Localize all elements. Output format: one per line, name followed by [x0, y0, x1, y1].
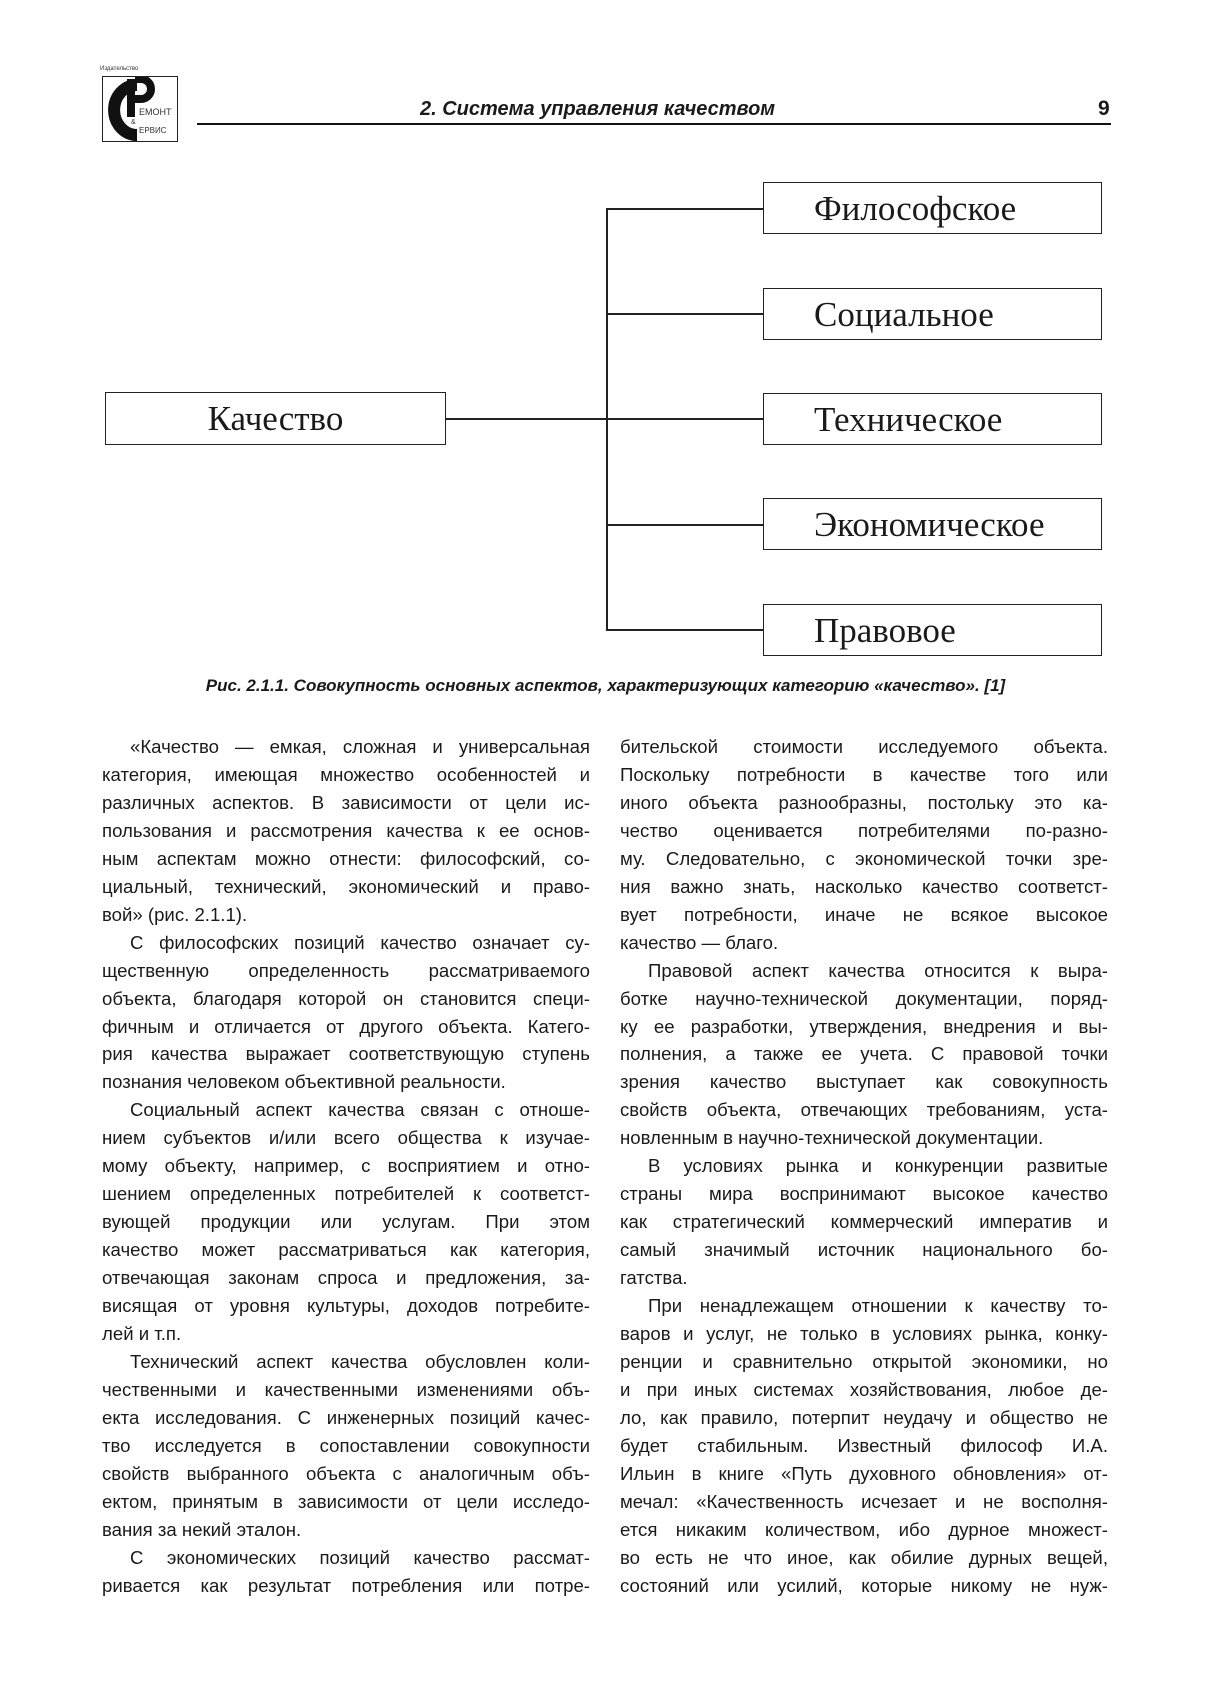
text-line: вующей продукции или услугам. При этом	[102, 1211, 590, 1233]
connector-branch	[606, 629, 763, 631]
connector-branch	[606, 313, 763, 315]
text-line: ектом, принятым в зависимости от цели исследо-	[102, 1490, 590, 1512]
text-line: щественную определенность рассматриваемого	[102, 959, 590, 981]
paragraph	[102, 1348, 590, 1544]
paragraph	[102, 733, 590, 929]
text-line: ренции и сравнительно открытой экономики, но	[620, 1350, 1108, 1372]
aspect-label: Философское	[814, 188, 1017, 228]
figure-caption: Рис. 2.1.1. Совокупность основных аспектов, характеризующих категорию «качество». [1]	[205, 676, 1006, 695]
text-line: ку ее разработки, утверждения, внедрения и вы-	[620, 1015, 1108, 1037]
text-line: гатства.	[620, 1267, 688, 1289]
text-line: С экономических позиций качество рассмат-	[130, 1546, 590, 1568]
text-line: чественными и качественными изменениями объ-	[102, 1378, 590, 1400]
text-line: екта исследования. С инженерных позиций качес-	[102, 1406, 590, 1428]
text-line: му. Следовательно, с экономической точки зре-	[620, 847, 1108, 869]
text-line: познания человеком объективной реальности.	[102, 1071, 506, 1093]
text-line: С философских позиций качество означает су-	[130, 931, 590, 953]
text-line: циальный, технический, экономический и право-	[102, 875, 590, 897]
paragraph	[102, 929, 590, 1097]
text-line: ным аспектам можно отнести: философский, со-	[102, 847, 590, 869]
text-line: свойств выбранного объекта с аналогичным объ-	[102, 1462, 590, 1484]
text-line: состояний или усилий, которые никому не нуж-	[620, 1574, 1108, 1596]
aspect-label: Экономическое	[814, 504, 1045, 544]
text-line: чество оценивается потребителями по-разно-	[620, 819, 1108, 841]
text-line: полнения, а также ее учета. С правовой точки	[620, 1043, 1108, 1065]
paragraph	[102, 1544, 590, 1600]
text-line: ривается как результат потребления или потре-	[102, 1574, 590, 1596]
text-line: нием субъектов и/или всего общества к изучае-	[102, 1127, 590, 1149]
connector-branch	[606, 524, 763, 526]
text-line: бительской стоимости исследуемого объекта.	[620, 736, 1108, 757]
text-line: страны мира воспринимают высокое качество	[620, 1183, 1108, 1205]
text-line: Социальный аспект качества связан с отноше-	[130, 1099, 590, 1121]
text-line: пользования и рассмотрения качества к ее основ-	[102, 819, 590, 841]
text-line: объекта, благодаря которой он становится специ-	[102, 987, 590, 1009]
text-line: вания за некий эталон.	[102, 1518, 302, 1540]
text-line: качество — благо.	[620, 931, 779, 953]
text-line: вует потребности, иначе не всякое высокое	[620, 903, 1108, 925]
text-line: вой» (рис. 2.1.1).	[102, 903, 248, 925]
text-line: Правовой аспект качества относится к выра-	[648, 959, 1108, 981]
text-line: мечал: «Качественность исчезает и не восполня-	[620, 1490, 1108, 1512]
text-line: новленным в научно-технической документации.	[620, 1127, 1044, 1149]
text-line: шением определенных потребителей к соответст-	[102, 1183, 590, 1205]
page-number: 9	[1098, 97, 1110, 120]
text-line: варов и услуг, не только в условиях рынка, конку-	[620, 1323, 1108, 1345]
diagram-root-box	[105, 392, 446, 445]
text-line: зрения качество выступает как совокупность	[620, 1071, 1108, 1093]
aspect-label: Социальное	[814, 294, 994, 334]
paragraph	[620, 733, 1108, 957]
text-line: как стратегический коммерческий императив и	[620, 1211, 1108, 1233]
text-line: При ненадлежащем отношении к качеству то-	[648, 1295, 1108, 1317]
text-line: В условиях рынка и конкуренции развитые	[648, 1155, 1108, 1177]
text-line: ния важно знать, насколько качество соответст-	[620, 875, 1108, 897]
text-line: ется никаким количеством, ибо дурное множест-	[620, 1518, 1108, 1540]
text-line: лей и т.п.	[102, 1323, 182, 1345]
svg-text:&: &	[131, 119, 136, 126]
aspect-box-economic	[763, 498, 1102, 550]
text-line: мому объекту, например, с восприятием и отно-	[102, 1155, 590, 1177]
text-line: рия качества выражает соответствующую ступень	[102, 1043, 590, 1065]
text-line: будет стабильным. Известный философ И.А.	[620, 1434, 1108, 1456]
text-line: ло, как правило, потерпит неудачу и общество не	[620, 1406, 1108, 1428]
paragraph	[620, 1152, 1108, 1292]
aspect-box-philosophical	[763, 182, 1102, 234]
paragraph	[620, 957, 1108, 1153]
text-line: различных аспектов. В зависимости от цели ис-	[102, 791, 590, 813]
text-line: во есть не что иное, как обилие дурных вещей,	[620, 1546, 1108, 1568]
text-line: иного объекта разнообразны, постольку это ка-	[620, 791, 1108, 813]
text-line: «Качество — емкая, сложная и универсальная	[130, 736, 590, 757]
logo-publisher-label: Издательство	[100, 66, 139, 72]
text-line: Технический аспект качества обусловлен коли-	[130, 1350, 590, 1372]
publisher-logo	[100, 66, 180, 142]
paragraph	[620, 1292, 1108, 1599]
aspect-label: Правовое	[814, 610, 956, 650]
diagram-root-label: Качество	[207, 399, 344, 438]
connector-root	[446, 418, 606, 420]
svg-text:ЕРВИС: ЕРВИС	[139, 126, 167, 135]
text-line: качество может рассматриваться как категория,	[102, 1239, 590, 1261]
logo-mark	[102, 76, 178, 142]
text-line: категория, имеющая множество особенностей и	[102, 763, 590, 785]
text-column-left	[102, 733, 590, 1600]
aspect-label: Техническое	[814, 399, 1003, 439]
text-line: висящая от уровня культуры, доходов потребите-	[102, 1295, 590, 1317]
text-line: ботке научно-технической документации, поряд-	[620, 987, 1108, 1009]
connector-branch	[606, 418, 763, 420]
running-header-title: 2. Система управления качеством	[420, 98, 776, 120]
text-line: тво исследуется в сопоставлении совокупности	[102, 1434, 590, 1456]
text-line: отвечающая законам спроса и предложения, за-	[102, 1267, 590, 1289]
aspect-box-social	[763, 288, 1102, 340]
text-line: и при иных системах хозяйствования, любое де-	[620, 1378, 1108, 1400]
aspect-box-technical	[763, 393, 1102, 445]
text-line: самый значимый источник национального бо-	[620, 1239, 1108, 1261]
text-line: Ильин в книге «Путь духовного обновления» от-	[620, 1462, 1108, 1484]
paragraph	[102, 1096, 590, 1348]
svg-text:ЕМОНТ: ЕМОНТ	[139, 107, 172, 117]
text-line: Поскольку потребности в качестве того или	[620, 763, 1108, 785]
text-line: фичным и отличается от другого объекта. Катего-	[102, 1015, 590, 1037]
text-column-right	[620, 733, 1108, 1600]
text-line: свойств объекта, отвечающих требованиям, уста-	[620, 1099, 1108, 1121]
aspect-box-legal	[763, 604, 1102, 656]
connector-branch	[606, 208, 763, 210]
header-rule	[197, 123, 1111, 125]
